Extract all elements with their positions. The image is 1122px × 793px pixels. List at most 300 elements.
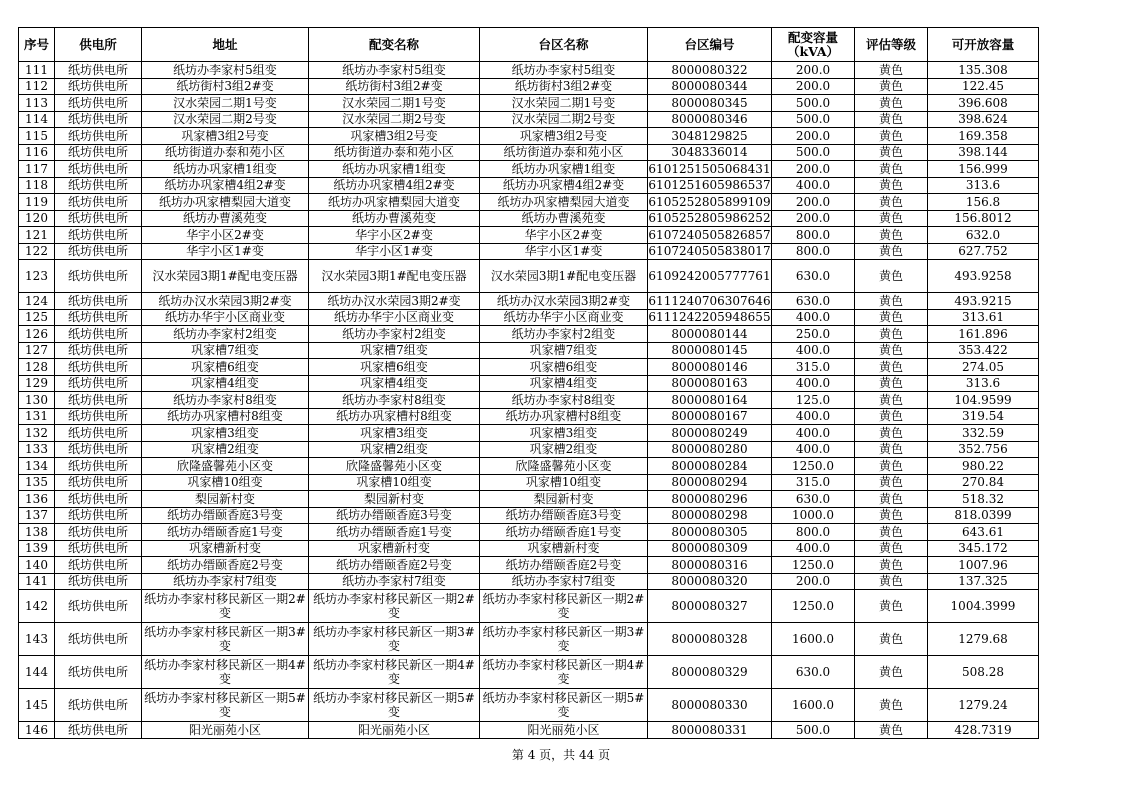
area-name-cell: 巩家槽6组变 [480,359,648,376]
capacity-cell: 400.0 [772,177,855,194]
open-capacity-cell: 428.7319 [928,722,1039,739]
area-code-cell: 6109242005777761 [648,260,772,293]
address-cell: 巩家槽7组变 [142,342,309,359]
station-cell: 纸坊供电所 [55,689,142,722]
rating-cell: 黄色 [855,144,928,161]
table-row [19,722,1039,739]
address-cell: 纸坊街道办泰和苑小区 [142,144,309,161]
open-capacity-cell: 332.59 [928,425,1039,442]
transformer-name-cell: 纸坊办李家村2组变 [309,326,480,343]
index-cell: 124 [19,293,55,310]
rating-cell: 黄色 [855,78,928,95]
area-code-cell: 8000080331 [648,722,772,739]
index-cell: 145 [19,689,55,722]
index-cell: 143 [19,623,55,656]
open-capacity-cell: 270.84 [928,474,1039,491]
area-name-cell: 纸坊办李家村移民新区一期2#变 [480,590,648,623]
station-cell: 纸坊供电所 [55,573,142,590]
rating-cell: 黄色 [855,342,928,359]
station-cell: 纸坊供电所 [55,375,142,392]
rating-cell: 黄色 [855,557,928,574]
index-cell: 140 [19,557,55,574]
area-code-cell: 6111242205948655 [648,310,771,325]
rating-cell: 黄色 [855,392,928,409]
transformer-name-cell: 纸坊办缙颐香庭2号变 [309,557,480,574]
index-cell: 141 [19,573,55,590]
area-name-cell: 纸坊办巩家槽1组变 [480,161,648,178]
open-capacity-cell: 169.358 [928,128,1039,145]
area-code-cell: 8000080284 [648,458,772,475]
area-code-cell: 8000080320 [648,573,772,590]
area-code-cell: 8000080345 [648,95,772,112]
open-capacity-cell: 396.608 [928,95,1039,112]
index-cell: 133 [19,441,55,458]
rating-cell: 黄色 [855,425,928,442]
area-code-cell: 3048129825 [648,128,772,145]
rating-cell: 黄色 [855,491,928,508]
index-cell: 139 [19,540,55,557]
address-cell: 巩家槽4组变 [142,375,309,392]
area-name-cell: 纸坊办华宇小区商业变 [480,309,648,326]
header-station: 供电所 [55,28,142,62]
address-cell: 纸坊办曹溪苑变 [142,210,309,227]
open-capacity-cell: 1279.68 [928,623,1039,656]
transformer-name-cell: 纸坊办李家村移民新区一期5#变 [309,689,480,722]
rating-cell: 黄色 [855,260,928,293]
header-address: 地址 [142,28,309,62]
address-cell: 纸坊办缙颐香庭1号变 [142,524,309,541]
station-cell: 纸坊供电所 [55,210,142,227]
transformer-name-cell: 纸坊办巩家槽1组变 [309,161,480,178]
table-row [19,474,1039,491]
rating-cell: 黄色 [855,293,928,310]
capacity-cell: 200.0 [772,210,855,227]
index-cell: 137 [19,507,55,524]
address-cell: 纸坊街村3组2#变 [142,78,309,95]
open-capacity-cell: 1007.96 [928,557,1039,574]
capacity-cell: 400.0 [772,309,855,326]
area-name-cell: 纸坊办李家村移民新区一期3#变 [480,623,648,656]
transformer-name-cell: 巩家槽10组变 [309,474,480,491]
header-rating: 评估等级 [855,28,928,62]
area-name-cell: 纸坊办缙颐香庭1号变 [480,524,648,541]
area-code-cell: 8000080249 [648,425,772,442]
transformer-name-cell: 纸坊办李家村7组变 [309,573,480,590]
index-cell: 114 [19,111,55,128]
rating-cell: 黄色 [855,458,928,475]
address-cell: 巩家槽3组变 [142,425,309,442]
open-capacity-cell: 274.05 [928,359,1039,376]
rating-cell: 黄色 [855,573,928,590]
rating-cell: 黄色 [855,227,928,244]
address-cell: 梨园新村变 [142,491,309,508]
area-name-cell: 汉水荣园二期1号变 [480,95,648,112]
area-name-cell: 纸坊办汉水荣园3期2#变 [480,293,648,310]
station-cell: 纸坊供电所 [55,227,142,244]
area-code-cell: 8000080146 [648,359,772,376]
transformer-name-cell: 纸坊办李家村移民新区一期4#变 [309,656,480,689]
rating-cell: 黄色 [855,359,928,376]
station-cell: 纸坊供电所 [55,557,142,574]
area-code-cell: 8000080322 [648,62,772,79]
area-name-cell: 巩家槽7组变 [480,342,648,359]
station-cell: 纸坊供电所 [55,95,142,112]
index-cell: 131 [19,408,55,425]
transformer-name-cell: 纸坊办李家村移民新区一期2#变 [309,590,480,623]
station-cell: 纸坊供电所 [55,128,142,145]
index-cell: 136 [19,491,55,508]
transformer-name-cell: 纸坊办巩家槽村8组变 [309,408,480,425]
open-capacity-cell: 632.0 [928,227,1039,244]
open-capacity-cell: 161.896 [928,326,1039,343]
capacity-cell: 500.0 [772,95,855,112]
station-cell: 纸坊供电所 [55,458,142,475]
capacity-cell: 200.0 [772,161,855,178]
open-capacity-cell: 137.325 [928,573,1039,590]
address-cell: 纸坊办李家村移民新区一期5#变 [142,689,309,722]
capacity-cell: 800.0 [772,227,855,244]
open-capacity-cell: 313.61 [928,309,1039,326]
capacity-cell: 800.0 [772,243,855,260]
area-code-cell: 8000080305 [648,524,772,541]
header-area-code: 台区编号 [648,28,772,62]
area-code-cell: 8000080294 [648,474,772,491]
capacity-cell: 1250.0 [772,458,855,475]
table-row [19,507,1039,524]
rating-cell: 黄色 [855,95,928,112]
capacity-cell: 200.0 [772,62,855,79]
transformer-name-cell: 巩家槽3组变 [309,425,480,442]
capacity-cell: 1000.0 [772,507,855,524]
area-name-cell: 阳光丽苑小区 [480,722,648,739]
open-capacity-cell: 818.0399 [928,507,1039,524]
table-row [19,540,1039,557]
table-row [19,326,1039,343]
table-row [19,227,1039,244]
transformer-name-cell: 汉水荣园二期2号变 [309,111,480,128]
index-cell: 129 [19,375,55,392]
table-row [19,243,1039,260]
area-name-cell: 汉水荣园二期2号变 [480,111,648,128]
address-cell: 纸坊办华宇小区商业变 [142,309,309,326]
area-name-cell: 巩家槽2组变 [480,441,648,458]
capacity-cell: 315.0 [772,359,855,376]
transformer-name-cell: 纸坊办巩家槽梨园大道变 [309,194,480,211]
transformer-name-cell: 纸坊办李家村移民新区一期3#变 [309,623,480,656]
station-cell: 纸坊供电所 [55,408,142,425]
transformer-name-cell: 梨园新村变 [309,491,480,508]
header-area-name: 台区名称 [480,28,648,62]
area-code-cell: 8000080280 [648,441,772,458]
address-cell: 纸坊办李家村7组变 [142,573,309,590]
rating-cell: 黄色 [855,722,928,739]
open-capacity-cell: 319.54 [928,408,1039,425]
area-code-cell: 8000080164 [648,392,772,409]
open-capacity-cell: 508.28 [928,656,1039,689]
header-capacity: 配变容量（kVA） [772,28,855,62]
area-code-cell: 8000080145 [648,342,772,359]
table-row [19,557,1039,574]
address-cell: 纸坊办李家村移民新区一期4#变 [142,656,309,689]
address-cell: 纸坊办巩家槽梨园大道变 [142,194,309,211]
table-row [19,293,1039,310]
table-row [19,359,1039,376]
area-name-cell: 梨园新村变 [480,491,648,508]
area-code-cell: 8000080296 [648,491,772,508]
table-row [19,441,1039,458]
index-cell: 126 [19,326,55,343]
rating-cell: 黄色 [855,128,928,145]
station-cell: 纸坊供电所 [55,194,142,211]
table-row [19,491,1039,508]
capacity-table [18,27,1039,739]
rating-cell: 黄色 [855,111,928,128]
table-row [19,375,1039,392]
rating-cell: 黄色 [855,441,928,458]
station-cell: 纸坊供电所 [55,144,142,161]
capacity-cell: 630.0 [772,293,855,310]
capacity-cell: 630.0 [772,656,855,689]
capacity-cell: 630.0 [772,260,855,293]
area-code-cell: 8000080327 [648,590,772,623]
open-capacity-cell: 135.308 [928,62,1039,79]
address-cell: 巩家槽6组变 [142,359,309,376]
station-cell: 纸坊供电所 [55,491,142,508]
rating-cell: 黄色 [855,62,928,79]
station-cell: 纸坊供电所 [55,656,142,689]
station-cell: 纸坊供电所 [55,392,142,409]
rating-cell: 黄色 [855,408,928,425]
station-cell: 纸坊供电所 [55,359,142,376]
area-name-cell: 华宇小区1#变 [480,243,648,260]
rating-cell: 黄色 [855,656,928,689]
address-cell: 纸坊办巩家槽1组变 [142,161,309,178]
area-name-cell: 巩家槽新村变 [480,540,648,557]
table-row [19,144,1039,161]
rating-cell: 黄色 [855,309,928,326]
rating-cell: 黄色 [855,507,928,524]
area-code-cell: 8000080167 [648,408,772,425]
transformer-name-cell: 阳光丽苑小区 [309,722,480,739]
table-row [19,78,1039,95]
transformer-name-cell: 巩家槽2组变 [309,441,480,458]
open-capacity-cell: 313.6 [928,375,1039,392]
capacity-cell: 250.0 [772,326,855,343]
index-cell: 123 [19,260,55,293]
open-capacity-cell: 156.8012 [928,210,1039,227]
area-code-cell: 6107240505838017 [648,244,771,259]
area-name-cell: 纸坊办李家村移民新区一期4#变 [480,656,648,689]
address-cell: 纸坊办汉水荣园3期2#变 [142,293,309,310]
station-cell: 纸坊供电所 [55,177,142,194]
station-cell: 纸坊供电所 [55,507,142,524]
address-cell: 汉水荣园二期1号变 [142,95,309,112]
rating-cell: 黄色 [855,590,928,623]
transformer-name-cell: 纸坊办汉水荣园3期2#变 [309,293,480,310]
area-name-cell: 纸坊办缙颐香庭3号变 [480,507,648,524]
index-cell: 118 [19,177,55,194]
rating-cell: 黄色 [855,474,928,491]
station-cell: 纸坊供电所 [55,524,142,541]
table-row [19,623,1039,656]
open-capacity-cell: 353.422 [928,342,1039,359]
station-cell: 纸坊供电所 [55,293,142,310]
index-cell: 120 [19,210,55,227]
capacity-cell: 1600.0 [772,689,855,722]
area-code-cell: 6101251605986537 [648,178,771,193]
address-cell: 汉水荣园二期2号变 [142,111,309,128]
transformer-name-cell: 纸坊办华宇小区商业变 [309,309,480,326]
open-capacity-cell: 352.756 [928,441,1039,458]
index-cell: 138 [19,524,55,541]
area-code-cell: 8000080163 [648,375,772,392]
capacity-cell: 400.0 [772,342,855,359]
transformer-name-cell: 汉水荣园二期1号变 [309,95,480,112]
transformer-name-cell: 纸坊办巩家槽4组2#变 [309,177,480,194]
rating-cell: 黄色 [855,524,928,541]
transformer-name-cell: 纸坊办李家村5组变 [309,62,480,79]
area-name-cell: 纸坊办李家村8组变 [480,392,648,409]
area-name-cell: 华宇小区2#变 [480,227,648,244]
address-cell: 纸坊办巩家槽村8组变 [142,408,309,425]
header-open-capacity: 可开放容量 [928,28,1039,62]
open-capacity-cell: 493.9258 [928,260,1039,293]
table-header-row [19,28,1039,62]
station-cell: 纸坊供电所 [55,78,142,95]
transformer-name-cell: 纸坊街村3组2#变 [309,78,480,95]
capacity-cell: 1600.0 [772,623,855,656]
area-name-cell: 纸坊办李家村2组变 [480,326,648,343]
area-code-cell: 8000080344 [648,78,772,95]
station-cell: 纸坊供电所 [55,309,142,326]
station-cell: 纸坊供电所 [55,62,142,79]
area-code-cell: 6105252805986252 [648,211,771,226]
station-cell: 纸坊供电所 [55,722,142,739]
open-capacity-cell: 398.624 [928,111,1039,128]
rating-cell: 黄色 [855,243,928,260]
area-code-cell: 6101251505068431 [648,161,771,176]
station-cell: 纸坊供电所 [55,590,142,623]
transformer-name-cell: 巩家槽3组2号变 [309,128,480,145]
transformer-name-cell: 华宇小区2#变 [309,227,480,244]
capacity-cell: 400.0 [772,375,855,392]
index-cell: 115 [19,128,55,145]
address-cell: 巩家槽10组变 [142,474,309,491]
address-cell: 汉水荣园3期1#配电变压器 [142,260,309,293]
capacity-cell: 400.0 [772,441,855,458]
area-name-cell: 纸坊办巩家槽梨园大道变 [480,194,648,211]
open-capacity-cell: 313.6 [928,177,1039,194]
area-name-cell: 纸坊街村3组2#变 [480,78,648,95]
table-row [19,458,1039,475]
capacity-cell: 200.0 [772,194,855,211]
index-cell: 146 [19,722,55,739]
index-cell: 135 [19,474,55,491]
area-code-cell: 8000080298 [648,507,772,524]
area-code-cell: 8000080144 [648,326,772,343]
transformer-name-cell: 巩家槽7组变 [309,342,480,359]
capacity-cell: 315.0 [772,474,855,491]
index-cell: 144 [19,656,55,689]
address-cell: 纸坊办李家村2组变 [142,326,309,343]
address-cell: 阳光丽苑小区 [142,722,309,739]
index-cell: 130 [19,392,55,409]
capacity-cell: 400.0 [772,408,855,425]
area-name-cell: 纸坊办巩家槽村8组变 [480,408,648,425]
transformer-name-cell: 巩家槽4组变 [309,375,480,392]
station-cell: 纸坊供电所 [55,260,142,293]
transformer-name-cell: 巩家槽新村变 [309,540,480,557]
address-cell: 纸坊办李家村5组变 [142,62,309,79]
transformer-name-cell: 纸坊办缙颐香庭3号变 [309,507,480,524]
area-name-cell: 巩家槽10组变 [480,474,648,491]
address-cell: 巩家槽2组变 [142,441,309,458]
transformer-name-cell: 纸坊办曹溪苑变 [309,210,480,227]
table-row [19,177,1039,194]
open-capacity-cell: 398.144 [928,144,1039,161]
table-row [19,573,1039,590]
capacity-cell: 630.0 [772,491,855,508]
area-code-cell: 6105252805899109 [648,194,771,209]
station-cell: 纸坊供电所 [55,161,142,178]
open-capacity-cell: 104.9599 [928,392,1039,409]
open-capacity-cell: 643.61 [928,524,1039,541]
table-row [19,408,1039,425]
area-name-cell: 纸坊办巩家槽4组2#变 [480,177,648,194]
area-code-cell: 8000080346 [648,111,772,128]
area-name-cell: 纸坊办缙颐香庭2号变 [480,557,648,574]
index-cell: 111 [19,62,55,79]
index-cell: 119 [19,194,55,211]
area-code-cell: 8000080309 [648,540,772,557]
address-cell: 纸坊办李家村移民新区一期2#变 [142,590,309,623]
table-row [19,128,1039,145]
area-code-cell: 3048336014 [648,144,772,161]
station-cell: 纸坊供电所 [55,623,142,656]
area-name-cell: 纸坊办李家村7组变 [480,573,648,590]
capacity-cell: 1250.0 [772,590,855,623]
open-capacity-cell: 1279.24 [928,689,1039,722]
capacity-cell: 500.0 [772,722,855,739]
capacity-cell: 400.0 [772,540,855,557]
capacity-cell: 200.0 [772,128,855,145]
index-cell: 128 [19,359,55,376]
area-code-cell: 8000080316 [648,557,772,574]
capacity-cell: 500.0 [772,144,855,161]
area-name-cell: 巩家槽3组2号变 [480,128,648,145]
index-cell: 134 [19,458,55,475]
area-code-cell: 6107240505826857 [648,227,771,242]
table-row [19,260,1039,293]
capacity-cell: 800.0 [772,524,855,541]
index-cell: 116 [19,144,55,161]
table-row [19,161,1039,178]
table-row [19,392,1039,409]
station-cell: 纸坊供电所 [55,326,142,343]
transformer-name-cell: 汉水荣园3期1#配电变压器 [309,260,480,293]
area-name-cell: 纸坊办李家村5组变 [480,62,648,79]
table-row [19,111,1039,128]
transformer-name-cell: 纸坊办缙颐香庭1号变 [309,524,480,541]
address-cell: 纸坊办李家村移民新区一期3#变 [142,623,309,656]
address-cell: 巩家槽新村变 [142,540,309,557]
table-body [19,62,1039,739]
capacity-cell: 500.0 [772,111,855,128]
address-cell: 华宇小区2#变 [142,227,309,244]
table-row [19,62,1039,79]
rating-cell: 黄色 [855,210,928,227]
station-cell: 纸坊供电所 [55,474,142,491]
